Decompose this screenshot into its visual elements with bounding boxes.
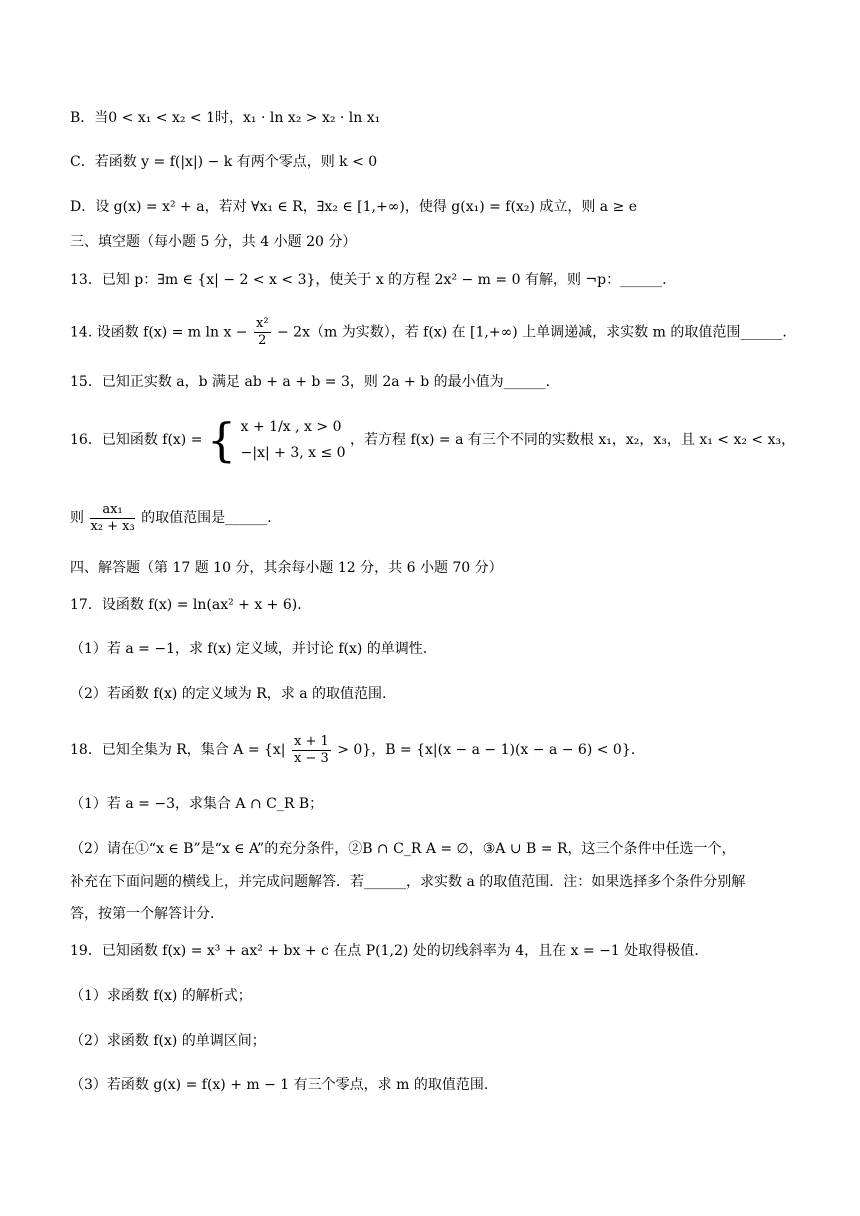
left-brace: { [206, 413, 237, 467]
q16-prefix: 16．已知函数 f(x) = [70, 432, 203, 448]
q18-frac-den: x − 3 [293, 750, 329, 766]
question-18 [70, 730, 800, 770]
question-16-part-2 [70, 500, 800, 536]
q14-frac-num: x² [256, 316, 269, 331]
q14-frac-den: 2 [258, 333, 267, 348]
q18-prefix: 18．已知全集为 R，集合 A = {x| [70, 742, 286, 758]
q18-frac-num: x + 1 [293, 733, 329, 749]
question-18-part-2: （2）请在①“x ∈ B”是“x ∈ A”的充分条件，②B ∩ C_R A = ∅，③A ∪ B = R，这三个条件中任选一个， [70, 841, 736, 857]
option-c: C．若函数 y = f(|x|) − k 有两个零点，则 k < 0 [70, 154, 378, 170]
question-15: 15．已知正实数 a，b 满足 ab + a + b = 3，则 2a + b 的最小值为______. [70, 374, 551, 390]
question-19: 19．已知函数 f(x) = x³ + ax² + bx + c 在点 P(1,2) 处的切线斜率为 4，且在 x = −1 处取得极值. [70, 943, 699, 959]
question-18-part-1: （1）若 a = −3，求集合 A ∩ C_R B； [70, 796, 324, 812]
section-3-heading: 三、填空题（每小题 5 分，共 4 小题 20 分） [70, 234, 357, 250]
q16b-fraction [90, 502, 134, 535]
q16b-suffix: 的取值范围是______. [141, 510, 272, 526]
question-13: 13．已知 p：∃m ∈ {x| − 2 < x < 3}，使关于 x 的方程 2x² − m = 0 有解，则 ¬p：______. [70, 272, 667, 288]
q16b-frac-den: x₂ + x₃ [90, 518, 135, 534]
q16-cases [241, 414, 346, 466]
q14-fraction [254, 316, 271, 349]
question-19-part-3: （3）若函数 g(x) = f(x) + m − 1 有三个零点，求 m 的取值范围. [70, 1077, 489, 1093]
q16-case-1: x + 1/x , x > 0 [240, 419, 342, 435]
q18-suffix: > 0}，B = {x|(x − a − 1)(x − a − 6) < 0}. [337, 742, 636, 758]
question-17: 17．设函数 f(x) = ln(ax² + x + 6). [70, 597, 302, 613]
question-19-part-2: （2）求函数 f(x) 的单调区间； [70, 1033, 266, 1049]
question-17-part-1: （1）若 a = −1，求 f(x) 定义域，并讨论 f(x) 的单调性. [70, 641, 428, 657]
q18-fraction [292, 734, 331, 767]
question-18-part-2-end: 答，按第一个解答计分． [70, 906, 224, 922]
q16-piecewise [207, 410, 346, 470]
section-4-heading: 四、解答题（第 17 题 10 分，其余每小题 12 分，共 6 小题 70 分） [70, 560, 503, 576]
question-18-part-2-cont: 补充在下面问题的横线上，并完成问题解答．若______，求实数 a 的取值范围．注：如果选择多个条件分别解 [70, 874, 746, 890]
question-16 [70, 410, 800, 470]
q16-case-2: −|x| + 3, x ≤ 0 [240, 445, 346, 461]
question-14 [70, 316, 800, 349]
q16b-prefix: 则 [70, 510, 84, 526]
option-b: B．当0 < x₁ < x₂ < 1时，x₁ · ln x₂ > x₂ · ln x₁ [70, 110, 381, 126]
q16-suffix: ，若方程 f(x) = a 有三个不同的实数根 x₁，x₂，x₃，且 x₁ < x₂ < x₃， [350, 432, 796, 448]
question-17-part-2: （2）若函数 f(x) 的定义域为 R，求 a 的取值范围. [70, 686, 387, 702]
q14-suffix: − 2x（m 为实数），若 f(x) 在 [1,+∞) 上单调递减，求实数 m 的取值范围______. [277, 324, 787, 341]
q16b-frac-num: ax₁ [90, 502, 134, 519]
question-19-part-1: （1）求函数 f(x) 的解析式； [70, 988, 252, 1004]
q14-prefix: 14. 设函数 f(x) = m ln x − [70, 324, 248, 341]
option-d: D．设 g(x) = x² + a，若对 ∀x₁ ∈ R，∃x₂ ∈ [1,+∞)，使得 g(x₁) = f(x₂) 成立，则 a ≥ e [70, 199, 638, 215]
